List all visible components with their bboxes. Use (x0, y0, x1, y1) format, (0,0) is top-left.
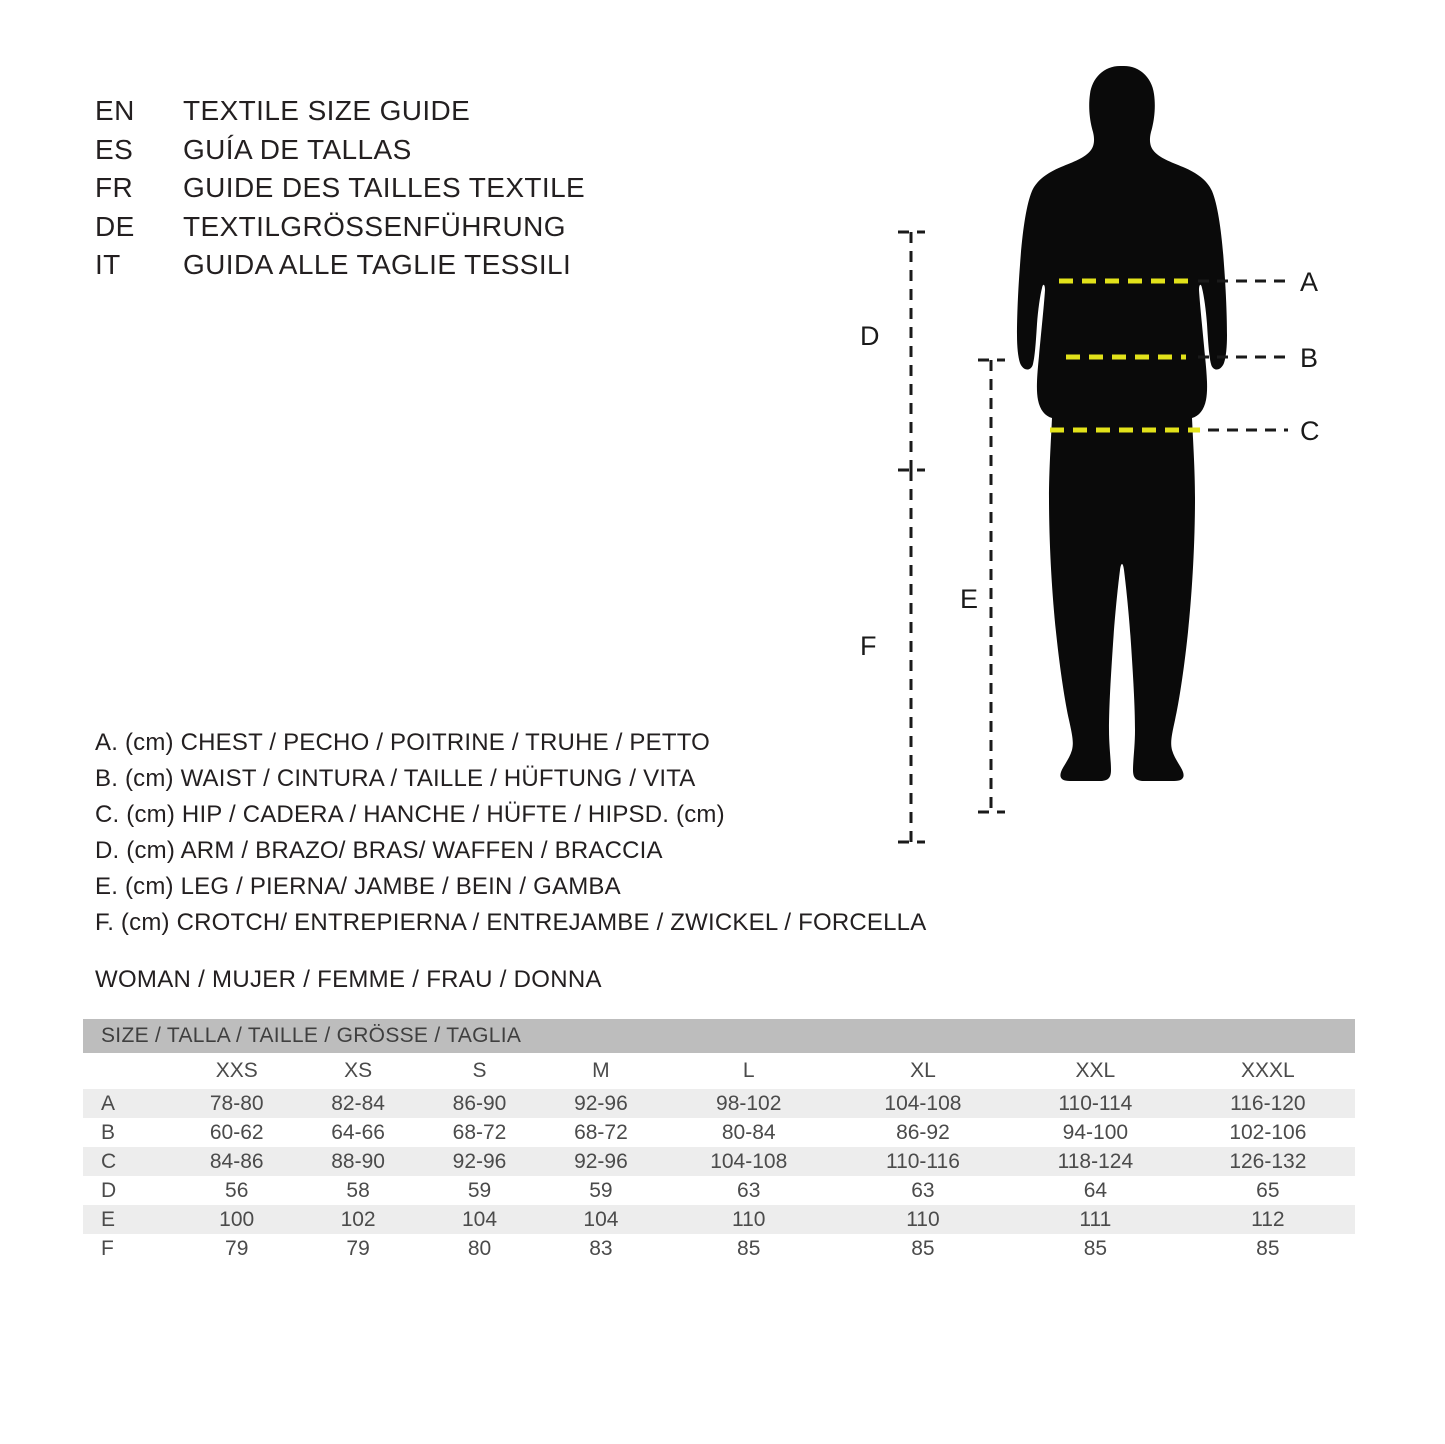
table-cell: 92-96 (419, 1147, 540, 1176)
table-cell: 80-84 (662, 1118, 836, 1147)
legend-item: D. (cm) ARM / BRAZO/ BRAS/ WAFFEN / BRACCIA (95, 837, 663, 864)
title-text: GUIDE DES TAILLES TEXTILE (183, 172, 586, 203)
table-cell: 79 (297, 1234, 418, 1263)
table-cell: 92-96 (540, 1089, 661, 1118)
table-cell: 63 (662, 1176, 836, 1205)
table-cell: 86-90 (419, 1089, 540, 1118)
table-cell: 56 (176, 1176, 297, 1205)
legend-item: C. (cm) HIP / CADERA / HANCHE / HÜFTE / HIPSD. (cm) (95, 801, 725, 828)
table-row (83, 1118, 1355, 1147)
title-text: TEXTILE SIZE GUIDE (183, 95, 471, 126)
marker-label-b: B (1300, 343, 1319, 373)
table-cell: 118-124 (1010, 1147, 1181, 1176)
table-cell: 104-108 (662, 1147, 836, 1176)
legend-block (95, 725, 927, 941)
table-cell: 110 (836, 1205, 1010, 1234)
title-row (95, 169, 715, 208)
title-text: TEXTILGRÖSSENFÜHRUNG (183, 210, 566, 242)
marker-label-c: C (1300, 416, 1320, 446)
title-text: GUIDA ALLE TAGLIE TESSILI (183, 249, 572, 280)
table-row (83, 1147, 1355, 1176)
table-cell: 64 (1010, 1176, 1181, 1205)
table-cell: 59 (540, 1176, 661, 1205)
column-header: S (419, 1053, 540, 1089)
table-row (83, 1176, 1355, 1205)
bracket-d (898, 232, 925, 470)
title-lang-code: ES (95, 133, 134, 165)
column-header: L (662, 1053, 836, 1089)
row-label: A (83, 1089, 176, 1118)
title-lang-code: DE (95, 210, 135, 242)
title-row (95, 246, 715, 285)
row-label: B (83, 1118, 176, 1147)
table-cell: 85 (662, 1234, 836, 1263)
table-cell: 86-92 (836, 1118, 1010, 1147)
table-row (83, 1089, 1355, 1118)
woman-silhouette-icon (1017, 66, 1227, 781)
gender-caption: WOMAN / MUJER / FEMME / FRAU / DONNA (95, 966, 602, 993)
table-header-row (83, 1053, 1355, 1089)
size-table (83, 1019, 1355, 1263)
table-cell: 104-108 (836, 1089, 1010, 1118)
table-cell: 65 (1181, 1176, 1355, 1205)
table-cell: 59 (419, 1176, 540, 1205)
table-cell: 92-96 (540, 1147, 661, 1176)
table-cell: 79 (176, 1234, 297, 1263)
table-corner-cell (83, 1053, 176, 1089)
title-row (95, 208, 715, 247)
column-header: M (540, 1053, 661, 1089)
legend-item: E. (cm) LEG / PIERNA/ JAMBE / BEIN / GAMBA (95, 873, 621, 900)
table-cell: 85 (1010, 1234, 1181, 1263)
table-cell: 82-84 (297, 1089, 418, 1118)
title-block (95, 92, 715, 285)
table-cell: 58 (297, 1176, 418, 1205)
table-cell: 98-102 (662, 1089, 836, 1118)
legend-item: B. (cm) WAIST / CINTURA / TAILLE / HÜFTUNG / VITA (95, 765, 696, 792)
bracket-e (978, 360, 1005, 812)
row-label: C (83, 1147, 176, 1176)
title-row (95, 131, 715, 170)
table-cell: 85 (1181, 1234, 1355, 1263)
table-cell: 102 (297, 1205, 418, 1234)
table-cell: 104 (419, 1205, 540, 1234)
table-cell: 80 (419, 1234, 540, 1263)
body-measurement-figure (820, 40, 1380, 920)
table-cell: 111 (1010, 1205, 1181, 1234)
row-label: E (83, 1205, 176, 1234)
table-cell: 88-90 (297, 1147, 418, 1176)
title-lang-code: FR (95, 172, 134, 203)
row-label: D (83, 1176, 176, 1205)
table-cell: 110 (662, 1205, 836, 1234)
table-cell: 68-72 (540, 1118, 661, 1147)
title-lang-code: EN (95, 95, 135, 126)
legend-item: A. (cm) CHEST / PECHO / POITRINE / TRUHE / PETTO (95, 729, 711, 756)
column-header: XXS (176, 1053, 297, 1089)
table-cell: 84-86 (176, 1147, 297, 1176)
table-cell: 85 (836, 1234, 1010, 1263)
legend-item: F. (cm) CROTCH/ ENTREPIERNA / ENTREJAMBE / ZWICKEL / FORCELLA (95, 909, 927, 936)
table-cell: 94-100 (1010, 1118, 1181, 1147)
table-cell: 78-80 (176, 1089, 297, 1118)
column-header: XXXL (1181, 1053, 1355, 1089)
bracket-label-e: E (960, 584, 979, 614)
table-cell: 64-66 (297, 1118, 418, 1147)
bracket-label-d: D (860, 321, 880, 351)
table-cell: 68-72 (419, 1118, 540, 1147)
title-text: GUÍA DE TALLAS (183, 133, 412, 165)
table-row (83, 1234, 1355, 1263)
table-cell: 126-132 (1181, 1147, 1355, 1176)
table-cell: 112 (1181, 1205, 1355, 1234)
bracket-f (898, 470, 925, 842)
bracket-label-f: F (860, 631, 877, 661)
table-caption: SIZE / TALLA / TAILLE / GRÖSSE / TAGLIA (83, 1019, 1355, 1053)
table-row (83, 1205, 1355, 1234)
table-cell: 116-120 (1181, 1089, 1355, 1118)
table-cell: 110-114 (1010, 1089, 1181, 1118)
column-header: XS (297, 1053, 418, 1089)
column-header: XXL (1010, 1053, 1181, 1089)
table-caption-row (83, 1019, 1355, 1053)
title-lang-code: IT (95, 249, 121, 280)
table-cell: 83 (540, 1234, 661, 1263)
table-cell: 102-106 (1181, 1118, 1355, 1147)
table-cell: 60-62 (176, 1118, 297, 1147)
column-header: XL (836, 1053, 1010, 1089)
marker-label-a: A (1300, 267, 1319, 297)
title-row (95, 92, 715, 131)
table-cell: 63 (836, 1176, 1010, 1205)
table-cell: 100 (176, 1205, 297, 1234)
row-label: F (83, 1234, 176, 1263)
table-cell: 110-116 (836, 1147, 1010, 1176)
table-cell: 104 (540, 1205, 661, 1234)
